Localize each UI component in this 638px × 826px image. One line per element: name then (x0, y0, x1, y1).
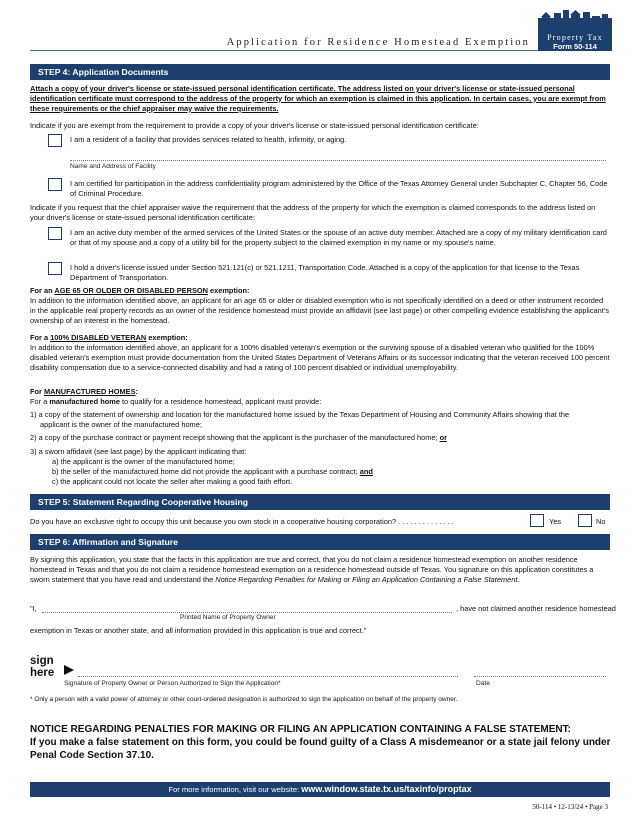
skyline-icon (540, 9, 610, 25)
facility-caption: Name and Address of Facility (70, 163, 156, 170)
footer-bar (30, 782, 610, 797)
veteran-underlined: 100% DISABLED VETERAN (50, 333, 147, 342)
badge-property-tax: Property Tax (547, 33, 603, 42)
sign-label: sign (30, 655, 54, 667)
facility-resident-checkbox[interactable] (48, 134, 62, 147)
oath-open: "I, (30, 604, 37, 613)
veteran-text: In addition to the information identified above, an applicant for a 100% disabled veteran's exemption or the surviving spouse of a disabled veteran who qualified for the 100% disabled veteran's exemption must provide documentation from the United States Department of Veterans Affairs or its successor indicating that the veteran received 100 percent disability compensation due to a service-connected disability and had a rating of 100 percent disabled or individual unemployability. (30, 343, 610, 372)
header-rule (30, 50, 552, 51)
oath-end: exemption in Texas or another state, and all information provided in this application is true and correct." (30, 626, 367, 635)
step6-header: STEP 6: Affirmation and Signature (30, 534, 610, 550)
penalty-notice-title: NOTICE REGARDING PENALTIES FOR MAKING OR FILING AN APPLICATION CONTAINING A FALSE STATEMENT: (30, 724, 571, 735)
age65-heading (30, 286, 610, 296)
page-number: 50-114 • 12-13/24 • Page 3 (532, 803, 608, 811)
address-confidentiality-checkbox[interactable] (48, 178, 62, 191)
affirmation-text (30, 555, 610, 584)
signature-caption: Signature of Property Owner or Person Authorized to Sign the Application* (64, 680, 281, 687)
affirmation-end: . (517, 574, 520, 584)
signature-field[interactable] (78, 676, 458, 677)
mh-line-pre: For a (30, 397, 50, 406)
affirmation-italic: Notice Regarding Penalties for Making or Filing an Application Containing a False Statement (215, 574, 518, 584)
step4-requirement: Attach a copy of your driver's license or state-issued personal identification certificate. The address listed on your driver's license or state-issued personal identification certificate must correspond to the address of the property for which an exemption is claimed in this application. In certain cases, you are exempt from these requirements or the chief appraiser may waive the requirements. (30, 84, 606, 113)
age65-pre: For an (30, 286, 55, 295)
mh-underlined: MANUFACTURED HOMES (43, 387, 136, 396)
penalty-notice-text: If you make a false statement on this form, you could be found guilty of a Class A misdemeanor or a state jail felony under Penal Code Section 37.10. (30, 737, 611, 761)
step5-header: STEP 5: Statement Regarding Cooperative Housing (30, 494, 610, 510)
mh-item1: 1) a copy of the statement of ownership and location for the manufactured home issued by the Texas Department of Housing and Community Affairs showing that the applicant is the owner of the manufactured home; (30, 410, 570, 429)
mh-item3b (52, 467, 592, 477)
mh-heading (30, 387, 610, 397)
drivers-license-checkbox[interactable] (48, 262, 62, 275)
mh-item3b-text: b) the seller of the manufactured home did not provide the applicant with a purchase contract; (52, 467, 358, 476)
signature-footnote: * Only a person with a valid power of attorney or other court-ordered designation is authorized to sign the application on behalf of the property owner. (30, 696, 458, 703)
age65-underlined: AGE 65 OR OLDER OR DISABLED PERSON (54, 286, 208, 295)
age65-post: exemption: (207, 286, 250, 295)
facility-name-field[interactable] (70, 160, 606, 161)
date-field[interactable] (474, 676, 606, 677)
mh-pre: For (30, 387, 44, 396)
affirmation-plain: By signing this application, you state that the facts in this application are true and correct, that you do not claim a residence homestead exemption on another residence homestead in Texas and that you do not claim a residence homestead exemption on a residence homestead outside of Texas. You signature on this application constitutes a sworn statement that you have read and understand the (30, 555, 594, 584)
mh-item2-or: or (439, 433, 448, 442)
mh-item3c: c) the applicant could not locate the seller after making a good faith effort. (52, 477, 293, 486)
mh-item2-text: 2) a copy of the purchase contract or payment receipt showing that the applicant is the purchaser of the manufactured home; (30, 433, 438, 442)
veteran-heading (30, 333, 610, 343)
oath-mid: , have not claimed another residence homestead (456, 604, 616, 613)
age65-text: In addition to the information identified above, an applicant for an age 65 or older or disabled exemption who is not specifically identified on a deed or other instrument recorded in the applicable real property records as an owner of the residence homestead must provide an affidavit (see last page) or other compelling evidence establishing the applicant's ownership of an interest in the homestead. (30, 296, 609, 325)
address-confidentiality-label: I am certified for participation in the address confidentiality program administered by the Office of the Texas Attorney General under Subchapter C, Chapter 56, Code of Criminal Procedure. (70, 179, 608, 198)
here-label: here (30, 667, 55, 679)
mh-item2 (30, 433, 610, 443)
date-caption: Date (476, 680, 490, 687)
mh-post: : (135, 387, 138, 396)
veteran-post: exemption: (146, 333, 188, 342)
coop-no-checkbox[interactable] (578, 514, 592, 527)
drivers-license-label: I hold a driver's license issued under Section 521.121(c) or 521.1211, Transportation Code. Attached is a copy of the application for that license to the Texas Department of Transportation. (70, 263, 580, 282)
step4-exempt-intro: Indicate if you are exempt from the requirement to provide a copy of your driver's license or state-issued personal identification certificate: (30, 121, 479, 130)
footer-url-link[interactable]: www.window.state.tx.us/taxinfo/proptax (301, 784, 472, 794)
active-duty-label: I am an active duty member of the armed services of the United States or the spouse of an active duty member. Attached are a copy of my military identification card or that of my spouse and a copy of a utility bill for the property subject to the claimed exemption in my name or my spouse's name. (70, 228, 607, 247)
mh-line-post: to qualify for a residence homestead, applicant must provide: (119, 397, 322, 406)
facility-resident-label: I am a resident of a facility that provides services related to health, infirmity, or aging. (70, 135, 347, 144)
coop-leader: . . . . . . . . . . . . . . (398, 517, 454, 526)
coop-question (30, 517, 520, 527)
printed-name-field[interactable] (42, 612, 452, 613)
arrow-right-icon (63, 664, 75, 676)
badge-form-number: Form 50-114 (553, 42, 597, 51)
coop-yes-label: Yes (549, 517, 562, 526)
form-title: Application for Residence Homestead Exemption (226, 37, 530, 48)
mh-item3b-and: and (359, 467, 373, 476)
step4-header: STEP 4: Application Documents (30, 64, 610, 80)
footer-info: For more information, visit our website: (168, 785, 302, 794)
mh-line-bold: manufactured home (49, 397, 120, 406)
coop-question-text: Do you have an exclusive right to occupy this unit because you own stock in a cooperative housing corporation? (30, 517, 397, 526)
active-duty-checkbox[interactable] (48, 227, 62, 240)
mh-item3: 3) a sworn affidavit (see last page) by the applicant indicating that: (30, 447, 247, 456)
mh-item3a: a) the applicant is the owner of the manufactured home; (52, 457, 235, 466)
printed-name-caption: Printed Name of Property Owner (180, 614, 276, 621)
step4-waive-intro: Indicate if you request that the chief appraiser waive the requirement that the address of the property for which the exemption is claimed corresponds to the address listed on your driver's license or state-issued personal identification certificate: (30, 203, 596, 222)
coop-yes-checkbox[interactable] (530, 514, 544, 527)
veteran-pre: For a (30, 333, 51, 342)
mh-intro (30, 397, 610, 407)
coop-no-label: No (596, 517, 606, 526)
form-badge (538, 18, 612, 51)
